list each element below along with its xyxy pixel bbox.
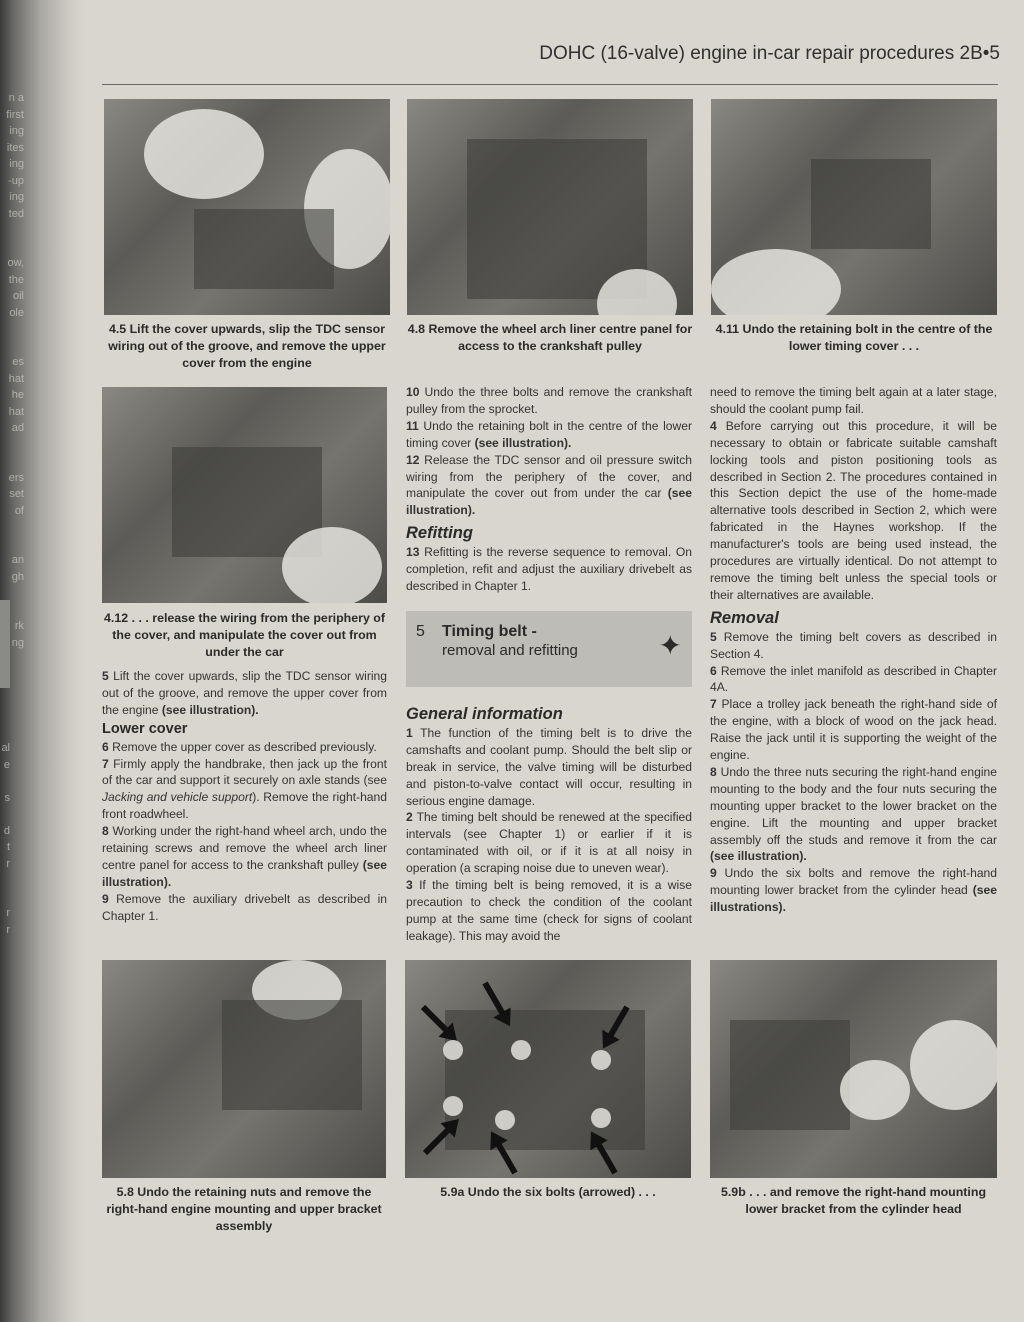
gloved-hand [282,527,382,603]
spine-fragment: gh [11,570,24,583]
bolt-head [591,1108,611,1128]
spine-fragment: ng [11,636,24,649]
subheading-lower-cover: Lower cover [102,720,188,737]
spine-fragment: set [9,488,24,500]
paragraph-6-removal: 6 Remove the inlet manifold as described in Chapter 4A. [710,663,997,695]
caption-4-11: 4.11 Undo the retaining bolt in the centre of the lower timing cover . . . [715,322,993,353]
caption-5-8: 5.8 Undo the retaining nuts and remove the right-hand engine mounting and upper bracket assembly [106,1185,382,1233]
spine-fragment: he [11,389,24,401]
engine-mounting [222,1000,362,1110]
spine-fragment: ted [8,207,24,220]
spine-fragment: e [3,758,10,771]
paragraph-9-removal: 9 Undo the six bolts and remove the right-hand mounting lower bracket from the cylinder head (see illustrations). [710,866,997,915]
paragraph-1: 1 The function of the timing belt is to drive the camshafts and coolant pump. Should the belt slip or break in service, the valve timing will be disturbed and piston-to-valve contact will occur, resulting in serious engine damage. [406,725,692,808]
spine-fragment: ites [6,141,24,154]
photo-4-11 [711,99,997,315]
caption-4-5: 4.5 Lift the cover upwards, slip the TDC sensor wiring out of the groove, and remove the upper cover from the engine [108,322,386,370]
bolt-head [495,1110,515,1130]
spine-edge-mark [0,600,10,688]
paragraph-5: 5 Lift the cover upwards, slip the TDC sensor wiring out of the groove, and remove the upper cover from the engine (see illustration). [102,669,387,717]
spine-fragment: hat [8,405,24,418]
spine-fragment: -up [8,174,24,187]
spine-fragment: ing [9,125,24,137]
paragraph-6: 6 Remove the upper cover as described previously. [102,739,377,754]
caption-5-9b: 5.9b . . . and remove the right-hand mounting lower bracket from the cylinder head [720,1185,987,1216]
hand [910,1020,997,1110]
spine-fragment: first [6,108,24,121]
middle-column-upper [406,384,692,595]
spine-fragment: r [6,857,10,870]
lower-bracket [840,1060,910,1120]
spine-fragment: al [1,742,10,754]
spanner-difficulty-icon: ✦ [658,630,682,661]
caption-5-9a: 5.9a Undo the six bolts (arrowed) . . . [440,1185,656,1199]
hand [711,249,841,315]
spine-fragment: t [6,841,10,853]
left-column [102,668,387,925]
spine-fragment: ow, [7,257,24,269]
spine-fragment: ers [8,471,24,484]
paragraph-4: 4 Before carrying out this procedure, it will be necessary to obtain or fabricate suitable camshaft locking tools and piston positioning tools as described in Section 2. The procedures contained in this Section depict the use of the home-made alternative tools described in Section 2, which were fabricated in the Haynes workshop. If the manufacturer's tools are being used instead, the procedures are virtually identical. Do not attempt to remove the timing belt unless the special tools or their alternatives are available. [710,418,997,602]
middle-column-lower [406,700,692,945]
spine-fragment: rk [14,620,24,632]
photo-4-8 [407,99,693,315]
caption-4-8: 4.8 Remove the wheel arch liner centre panel for access to the crankshaft pulley [407,322,693,353]
timing-cover [811,159,931,249]
section-heading-removal: Removal [710,608,779,627]
paragraph-7: 7 Firmly apply the handbrake, then jack up the front of the car and support it securely on axle stands (see Jacking and vehicle support). Remove the right-hand front roadwheel. [102,756,387,822]
spine-fragment: r [6,907,10,919]
photo-4-12 [102,387,387,603]
alternator [730,1020,850,1130]
spine-fragment: hat [8,372,24,385]
paragraph-11: 11 Undo the retaining bolt in the centre of the lower timing cover (see illustration). [406,418,692,450]
bolt-head [591,1050,611,1070]
spine-fragment: d [3,824,10,837]
paragraph-8: 8 Working under the right-hand wheel arch, undo the retaining screws and remove the wheel arch liner centre panel for access to the crankshaft pulley (see illustration). [102,824,387,889]
section-5-title-box [406,611,692,687]
paragraph-3-continued: need to remove the timing belt again at a later stage, should the coolant pump fail. [710,385,997,416]
spine-fragment: an [11,554,24,566]
photo-5-8 [102,960,386,1178]
paragraph-9: 9 Remove the auxiliary drivebelt as described in Chapter 1. [102,891,387,923]
page-header: DOHC (16-valve) engine in-car repair procedures 2B•5 [539,43,1000,64]
caption-4-12: 4.12 . . . release the wiring from the periphery of the cover, and manipulate the cover out from under the car [104,611,385,659]
engine-cover [194,209,334,289]
spine-fragment: ole [9,306,24,319]
spine-fragment: ing [9,158,24,170]
spine-fragment: oil [12,290,24,302]
section-heading-refitting: Refitting [406,524,473,543]
spine-fragment: es [12,356,24,368]
paragraph-13: 13 Refitting is the reverse sequence to removal. On completion, refit and adjust the auxiliary drivebelt as described in Chapter 1. [406,545,692,593]
paragraph-12: 12 Release the TDC sensor and oil pressure switch wiring from the periphery of the cover, and manipulate the cover out from under the car (see illustration). [406,452,692,518]
paragraph-2: 2 The timing belt should be renewed at the specified intervals (see Chapter 1) or earlier if it is contaminated with oil, or if it is at all noisy in operation (a scraping noise due to uneven wear). [406,810,692,876]
section-title: Timing belt - [442,623,537,640]
gloved-hand [144,109,264,199]
paragraph-3: 3 If the timing belt is being removed, it is a wise precaution to check the condition of the coolant pump at the same time (check for signs of coolant leakage). This may avoid the [406,878,692,943]
spine-fragment: of [14,504,24,517]
section-heading-general-information: General information [406,705,563,723]
book-spine-gutter [0,0,86,1322]
paragraph-10: 10 Undo the three bolts and remove the crankshaft pulley from the sprocket. [406,385,692,416]
spine-fragment: s [4,791,10,804]
photo-5-9a [405,960,691,1178]
spine-fragment: r [6,923,10,936]
right-column [710,384,997,916]
spine-fragment: n a [8,92,24,104]
section-number: 5 [416,623,425,640]
paragraph-8-removal: 8 Undo the three nuts securing the right-hand engine mounting to the body and the four nuts securing the mounting upper bracket to the lower bracket on the engine. Lift the mounting and upper bracket assembly off the studs and remove it from the car (see illustration). [710,764,997,864]
section-subtitle: removal and refitting [442,642,578,659]
spine-fragment: ing [9,191,24,203]
paragraph-5-removal: 5 Remove the timing belt covers as described in Section 4. [710,629,997,661]
header-rule [102,84,998,85]
bolt-head [511,1040,531,1060]
photo-5-9b [710,960,997,1178]
spine-fragment: ad [11,422,24,434]
bolt-head [443,1096,463,1116]
bolt-head [443,1040,463,1060]
paragraph-7-removal: 7 Place a trolley jack beneath the right-hand side of the engine, with a block of wood on the jack head. Raise the jack until it is supporting the weight of the engine. [710,697,997,763]
photo-4-5 [104,99,390,315]
spine-fragment: the [8,273,24,286]
